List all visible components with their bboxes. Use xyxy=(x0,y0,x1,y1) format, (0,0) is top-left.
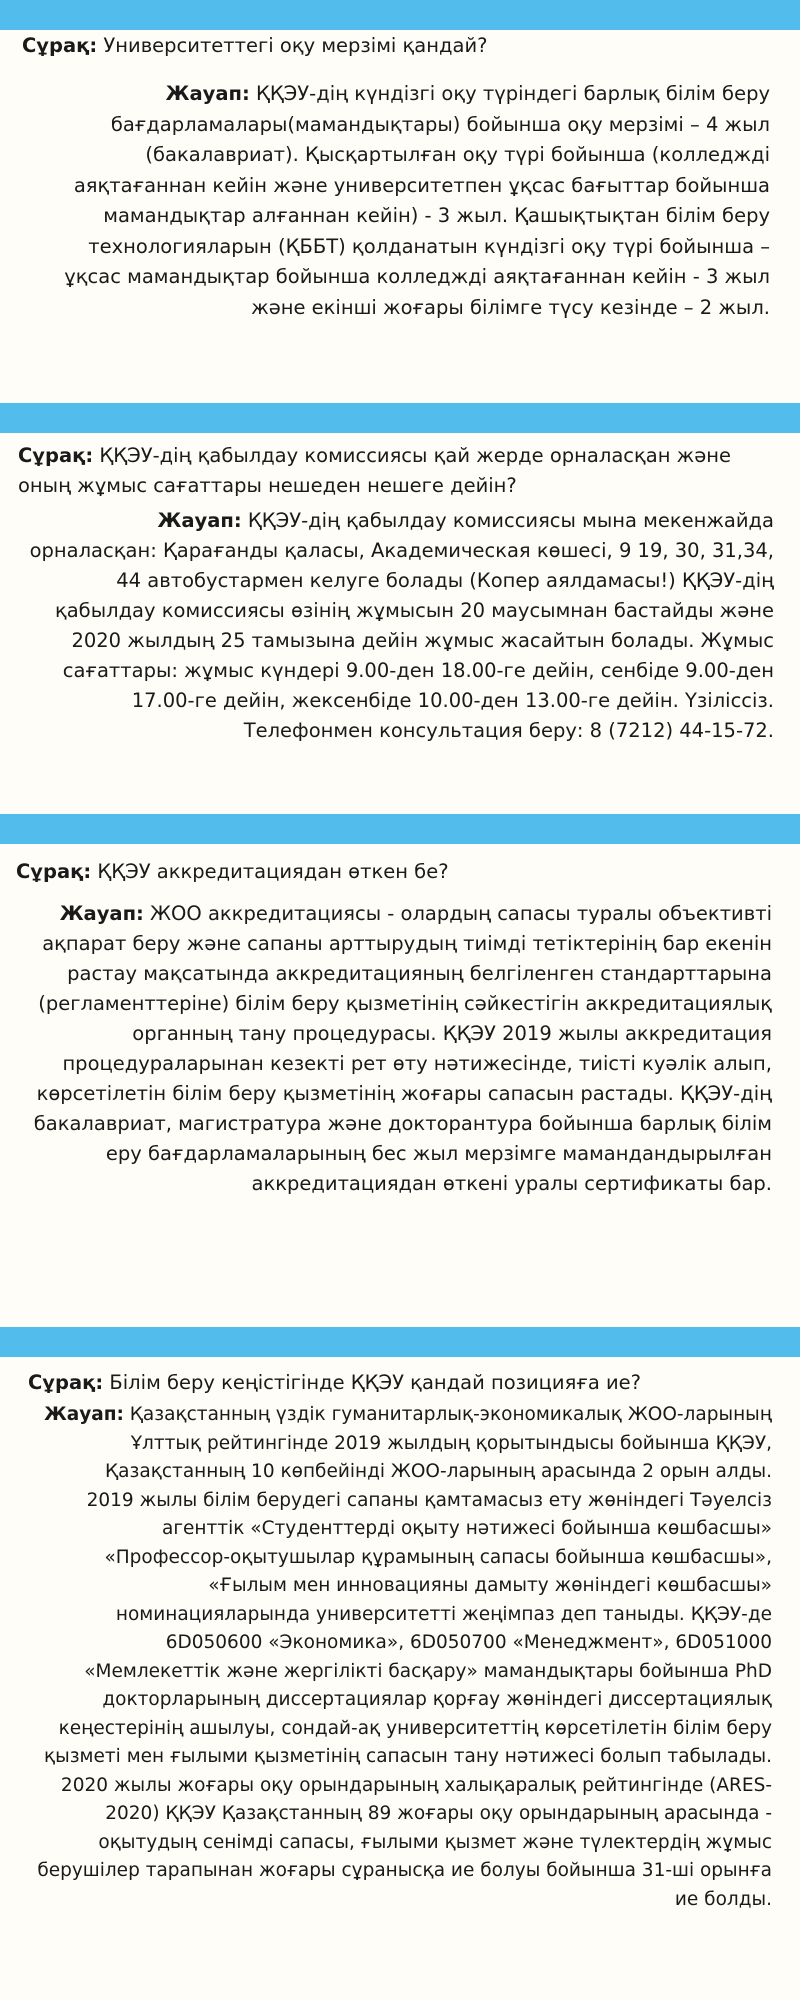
answer-paragraph: 2020 жылы жоғары оқу орындарының халықаралық рейтингінде (ARES-2020) ҚҚЭУ Қазақстанның 89 жоғары оқу орындарының арасында - оқытудың сенімді сапасы, ғылыми қызмет және түлектердің жұмыс берушілер тарапынан жоғары сұранысқа ие болуы бойынша 31-ші орынға ие болды. xyxy=(37,1774,772,1910)
question-label: Сұрақ: xyxy=(22,34,98,57)
faq-item-admission-office xyxy=(0,441,800,746)
answer xyxy=(28,1401,774,1914)
answer-text: ҚҚЭУ-дің күндізгі оқу түріндегі барлық білім беру бағдарламалары(мамандықтары) бойынша оқу мерзімі – 4 жыл (бакалавриат). Қысқартылған оқу түрі бойынша (колледжді аяқтағаннан кейін және университетпен ұқсас бағыттар бойынша мамандықтар алғаннан кейін) - 3 жыл. Қашықтықтан білім беру технологияларын (ҚББТ) қолданатын күндізгі оқу түрі бойынша – ұқсас мамандықтар бойынша колледжді аяқтағаннан кейін - 3 жыл және екінші жоғары білімге түсу кезінде – 2 жыл. xyxy=(64,82,770,319)
faq-item-ranking-position xyxy=(0,1368,800,1914)
top-divider-band xyxy=(0,0,800,30)
answer-label: Жауап: xyxy=(59,902,144,925)
divider-band xyxy=(0,814,800,844)
answer-paragraph: 2019 жылы білім берудегі сапаны қамтамасыз ету жөніндегі Тәуелсіз агенттік «Студенттерді оқыту нәтижесі бойынша көшбасшы» «Профессор-оқытушылар құрамының сапасы бойынша көшбасшы», «Ғылым мен инновацияны дамыту жөніндегі көшбасшы» номинацияларында университетті жеңімпаз деп таныды. ҚҚЭУ-де 6D050600 «Экономика», 6D050700 «Менеджмент», 6D051000 «Мемлекеттік және жергілікті басқару» мамандықтары бойынша PhD докторларының диссертациялар қорғау жөніндегі диссертациялық кеңестерінің ашылуы, сондай-ақ университеттің көрсетілетін білім беру қызметі мен ғылыми қызметінің сапасын тану нәтижесі болып табылады. xyxy=(43,1489,772,1767)
answer-text: ЖОО аккредитациясы - олардың сапасы туралы объективті ақпарат беру және сапаны арттырудың тиімді тетіктерінің бар екенін растау мақсатында аккредитацияның белгіленген стандарттарына (регламенттеріне) білім беру қызметінің сәйкестігін аккредитациялық органның тану процедурасы. ҚҚЭУ 2019 жылы аккредитация процедураларынан кезекті рет өту нәтижесінде, тиісті куәлік алып, көрсетілетін білім беру қызметінің жоғары сапасын растады. ҚҚЭУ-дің бакалавриат, магистратура және докторантура бойынша барлық білім еру бағдарламаларының бес жыл мерзімге мамандандырылған аккредитациядан өткені уралы сертификаты бар. xyxy=(33,902,772,1195)
answer xyxy=(22,79,778,323)
question-text: ҚҚЭУ аккредитациядан өткен бе? xyxy=(91,860,449,883)
question xyxy=(28,1368,774,1398)
faq-item-study-duration xyxy=(0,30,800,323)
question xyxy=(22,31,778,61)
divider-band xyxy=(0,1327,800,1357)
answer-label: Жауап: xyxy=(44,1404,124,1425)
question-text: Университеттегі оқу мерзімі қандай? xyxy=(97,34,488,57)
answer-label: Жауап: xyxy=(165,82,250,105)
question-text: Білім беру кеңістігінде ҚҚЭУ қандай позицияға ие? xyxy=(103,1371,642,1394)
question-label: Сұрақ: xyxy=(18,444,94,467)
answer-text: Қазақстанның үздік гуманитарлық-экономикалық ЖОО-ларының Ұлттық рейтингінде 2019 жылдың қорытындысы бойынша ҚҚЭУ, Қазақстанның 10 көпбейінді ЖОО-ларының арасында 2 орын алды. xyxy=(105,1404,772,1482)
answer xyxy=(16,899,778,1199)
question xyxy=(16,857,778,887)
faq-item-accreditation xyxy=(0,857,800,1199)
question-label: Сұрақ: xyxy=(28,1371,104,1394)
answer-label: Жауап: xyxy=(157,509,242,532)
divider-band xyxy=(0,403,800,433)
question xyxy=(18,441,780,501)
question-label: Сұрақ: xyxy=(16,860,92,883)
question-text: ҚҚЭУ-дің қабылдау комиссиясы қай жерде орналасқан және оның жұмыс сағаттары нешеден нешеге дейін? xyxy=(18,444,731,497)
answer xyxy=(18,506,780,746)
answer-text: ҚҚЭУ-дің қабылдау комиссиясы мына мекенжайда орналасқан: Қарағанды қаласы, Академическая көшесі, 9 19, 30, 31,34, 44 автобустармен келуге болады (Копер аялдамасы!) ҚҚЭУ-дің қабылдау комиссиясы өзінің жұмысын 20 маусымнан бастайды және 2020 жылдың 25 тамызына дейін жұмыс жасайтын болады. Жұмыс сағаттары: жұмыс күндері 9.00-ден 18.00-ге дейін, сенбіде 9.00-ден 17.00-ге дейін, жексенбіде 10.00-ден 13.00-ге дейін. Үзіліссіз. Телефонмен консультация беру: 8 (7212) 44-15-72. xyxy=(29,509,774,742)
